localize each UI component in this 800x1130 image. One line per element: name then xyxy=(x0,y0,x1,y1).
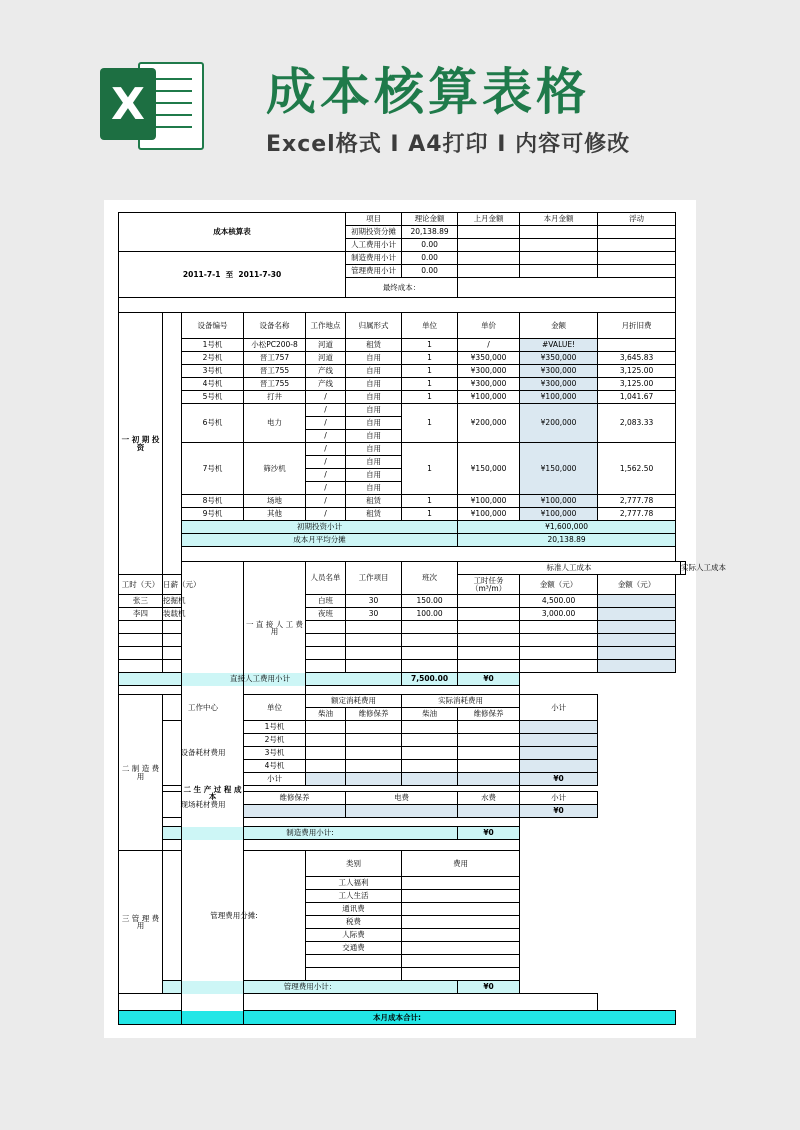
labor-actual-subtotal: ¥0 xyxy=(458,673,520,686)
table-row: 1号机 小松PC200-8 河道 租赁 1 / #VALUE! xyxy=(119,339,686,352)
monthly-total-cost-label: 本月成本合计: xyxy=(119,1011,676,1025)
table-row: 5号机 打井 / 自用 1 ¥100,000 ¥100,000 1,041.67 xyxy=(119,391,686,404)
section-gutter xyxy=(163,313,182,575)
table-row: 李四 装载机 夜班 30 100.00 3,000.00 xyxy=(119,608,686,621)
table-row: 7号机 筛沙机 / 自用 1 ¥150,000 ¥150,000 1,562.50 xyxy=(119,443,686,456)
table-row: 工人生活 xyxy=(119,890,686,903)
column-header: 人员名单 xyxy=(306,562,346,595)
summary-value: 0.00 xyxy=(402,252,458,265)
spacer-row xyxy=(119,686,520,695)
table-row: 设备耗材费用 1号机 xyxy=(119,721,686,734)
summary-value: 0.00 xyxy=(402,265,458,278)
management-subtotal-value: ¥0 xyxy=(458,981,520,994)
manufacturing-subtotal-label: 制造费用小计: xyxy=(163,827,458,840)
monthly-average-value: 20,138.89 xyxy=(458,534,676,547)
column-header: 标准人工成本 xyxy=(458,562,681,575)
spreadsheet-page xyxy=(104,200,727,1038)
column-header: 设备编号 xyxy=(182,313,244,339)
management-subtotal-label: 管理费用小计： xyxy=(163,981,458,994)
column-header: 单位 xyxy=(244,695,306,721)
summary-header: 理论金额 xyxy=(402,213,458,226)
table-row: 通讯费 xyxy=(119,903,686,916)
sheet-title: 成本核算表 xyxy=(119,213,346,252)
column-header: 柴油 xyxy=(306,708,346,721)
summary-value: 0.00 xyxy=(402,239,458,252)
summary-header: 浮动 xyxy=(598,213,676,226)
cost-table: 成本核算表 项目 理论金额 上月金额 本月金额 浮动 初期投资分摊 20,138.89 人工费用小计 0.00 2011-7-1 至 2011-7-30 制造费用小计 0.00 管理费用小计 0.00 最终成本： 一 初 期 投 资 设备编号 设备名称 工作地点 归属形式 单位 单价 金额 月折旧费 1号机 小松PC200-8 河道 租赁 1 / #VALUE! 2号机 晋工757 河道 自用 1 ¥350,000 ¥350,000 3,645.83 3号机 晋工755 产线 自用 1 ¥300,000 ¥300,000 3,125.00 4号机 晋工755 产线 自用 1 ¥300,000 ¥300,000 3,125.00 5号机 打井 / 自用 1 ¥100,000 ¥100,000 1,041.67 6号机 电力 / 自用 1 ¥200,000 ¥200,000 2,083.33 / 自用 / 自用 7号机 筛沙机 / 自用 1 ¥150,000 ¥150,000 1,562.50 / 自用 / 自用 / 自用 8号机 场地 / 租赁 1 ¥100,000 ¥100,000 2,777.78 9号机 其他 / 租赁 1 ¥100,000 ¥100,000 2,777.78 初期投资小计 ¥1,600,000 成本月平均分摊 20,138.89 二 生 产 过 程 成 本 一 直 接 人 工 费 用 人员名单 工作项目 班次 标准人工成本 实际人工成本 工时（天） 日薪（元） 工时任务 （m³/m） 金额（元） 金额（元） 张三 挖掘机 白班 30 150.00 4,500.00 李四 装载机 夜班 30 100.00 3,000.00 直接人工费用小计 7,500.00 ¥0 二 制 造 费 用 工作中心 单位 额定消耗费用 实际消耗费用 小计 柴油 维修保养 柴油 维修保养 设备耗材费用 1号机 2号机 3号机 4号机 小计 ¥0 现场耗材费用 维修保养 电费 水费 小计 ¥0 制造费用小计: ¥0 三 管 理 费 用 管理费用分摊: 类别 费用 工人福利 工人生活 通讯费 税费 人际费 交通费 管理费用小计： ¥0 本月成本合计: xyxy=(118,212,686,1025)
banner-subtitle: Excel格式 I A4打印 I 内容可修改 xyxy=(266,132,631,157)
column-header: 小计 xyxy=(520,695,598,721)
column-header: 单价 xyxy=(458,313,520,339)
investment-subtotal-label: 初期投资小计 xyxy=(182,521,458,534)
column-header: 单位 xyxy=(402,313,458,339)
equipment-consumables-label: 设备耗材费用 xyxy=(163,721,244,786)
table-row: 4号机 xyxy=(119,760,686,773)
table-row: 9号机 其他 / 租赁 1 ¥100,000 ¥100,000 2,777.78 xyxy=(119,508,686,521)
column-header: 小计 xyxy=(520,792,598,805)
summary-label: 初期投资分摊 xyxy=(346,226,402,239)
table-row: 4号机 晋工755 产线 自用 1 ¥300,000 ¥300,000 3,125.00 xyxy=(119,378,686,391)
cell[interactable] xyxy=(598,252,676,265)
summary-label: 管理费用小计 xyxy=(346,265,402,278)
manufacturing-subtotal-value: ¥0 xyxy=(458,827,520,840)
labor-subtotal-value: 7,500.00 xyxy=(402,673,458,686)
table-row: 税费 xyxy=(119,916,686,929)
spacer-row xyxy=(119,298,676,313)
column-header: 工作地点 xyxy=(306,313,346,339)
cell[interactable] xyxy=(458,252,520,265)
column-header: 维修保养 xyxy=(346,708,402,721)
manufacturing-cost-side-label: 二 制 造 费 用 xyxy=(119,695,163,851)
cell[interactable] xyxy=(520,265,598,278)
summary-label: 人工费用小计 xyxy=(346,239,402,252)
monthly-average-label: 成本月平均分摊 xyxy=(182,534,458,547)
site-consumables-label: 现场耗材费用 xyxy=(163,792,244,818)
labor-subtotal-label: 直接人工费用小计 xyxy=(119,673,402,686)
table-row: 6号机 电力 / 自用 1 ¥200,000 ¥200,000 2,083.33 xyxy=(119,404,686,417)
management-allocation-label: 管理费用分摊: xyxy=(163,851,306,981)
table-row: 张三 挖掘机 白班 30 150.00 4,500.00 xyxy=(119,595,686,608)
section-production-cost-title: 二 生 产 过 程 成 本 xyxy=(182,562,244,1025)
column-header: 实际人工成本 xyxy=(681,562,686,575)
column-header: 维修保养 xyxy=(244,792,346,805)
column-header: 柴油 xyxy=(402,708,458,721)
labor-cost-side-label: 一 直 接 人 工 费 用 xyxy=(244,562,306,695)
column-header: 额定消耗费用 xyxy=(306,695,402,708)
column-header: 金额 xyxy=(520,313,598,339)
column-header: 日薪（元） xyxy=(163,575,182,595)
excel-logo-icon: X xyxy=(100,58,202,150)
summary-header: 项目 xyxy=(346,213,402,226)
cell[interactable] xyxy=(458,239,520,252)
banner-title: 成本核算表格 xyxy=(266,63,590,121)
management-cost-side-label: 三 管 理 费 用 xyxy=(119,851,163,994)
site-consumables-value: ¥0 xyxy=(520,805,598,818)
column-header: 班次 xyxy=(402,562,458,595)
cell[interactable] xyxy=(598,265,676,278)
cell[interactable] xyxy=(520,239,598,252)
column-header: 工时任务 （m³/m） xyxy=(458,575,520,595)
column-header: 实际消耗费用 xyxy=(402,695,520,708)
summary-value: 20,138.89 xyxy=(402,226,458,239)
cell[interactable] xyxy=(598,226,676,239)
table-row: 小计 ¥0 xyxy=(119,773,686,786)
table-row: 2号机 xyxy=(119,734,686,747)
column-header: 水费 xyxy=(458,792,520,805)
cell[interactable] xyxy=(520,252,598,265)
investment-subtotal-value: ¥1,600,000 xyxy=(458,521,676,534)
column-header: 费用 xyxy=(402,851,520,877)
banner xyxy=(0,0,800,190)
cell[interactable] xyxy=(458,226,520,239)
column-header: 金额（元） xyxy=(598,575,676,595)
column-header: 设备名称 xyxy=(244,313,306,339)
final-cost-value[interactable] xyxy=(458,278,676,298)
column-header: 金额（元） xyxy=(520,575,598,595)
column-header: 月折旧费 xyxy=(598,313,676,339)
table-row: 3号机 xyxy=(119,747,686,760)
column-header: 工作项目 xyxy=(346,562,402,595)
column-header: 工作中心 xyxy=(163,695,244,721)
section-initial-investment-title: 一 初 期 投 资 xyxy=(119,313,163,575)
spacer-row xyxy=(182,547,676,562)
final-cost-label: 最终成本： xyxy=(346,278,458,298)
cell[interactable] xyxy=(520,226,598,239)
column-header: 工时（天） xyxy=(119,575,163,595)
cell[interactable] xyxy=(598,239,676,252)
table-row: 8号机 场地 / 租赁 1 ¥100,000 ¥100,000 2,777.78 xyxy=(119,495,686,508)
summary-label: 制造费用小计 xyxy=(346,252,402,265)
spacer-row xyxy=(163,818,520,827)
table-row: 2号机 晋工757 河道 自用 1 ¥350,000 ¥350,000 3,645.83 xyxy=(119,352,686,365)
table-row: 人际费 xyxy=(119,929,686,942)
table-row: 3号机 晋工755 产线 自用 1 ¥300,000 ¥300,000 3,125.00 xyxy=(119,365,686,378)
column-header: 类别 xyxy=(306,851,402,877)
spacer-row xyxy=(119,994,598,1011)
table-row: 工人福利 xyxy=(119,877,686,890)
summary-header: 本月金额 xyxy=(520,213,598,226)
spacer-row xyxy=(163,840,520,851)
summary-header: 上月金额 xyxy=(458,213,520,226)
column-header: 归属形式 xyxy=(346,313,402,339)
table-row: 交通费 xyxy=(119,942,686,955)
column-header: 维修保养 xyxy=(458,708,520,721)
date-range: 2011-7-1 至 2011-7-30 xyxy=(119,252,346,298)
column-header: 电费 xyxy=(346,792,458,805)
cell[interactable] xyxy=(458,265,520,278)
